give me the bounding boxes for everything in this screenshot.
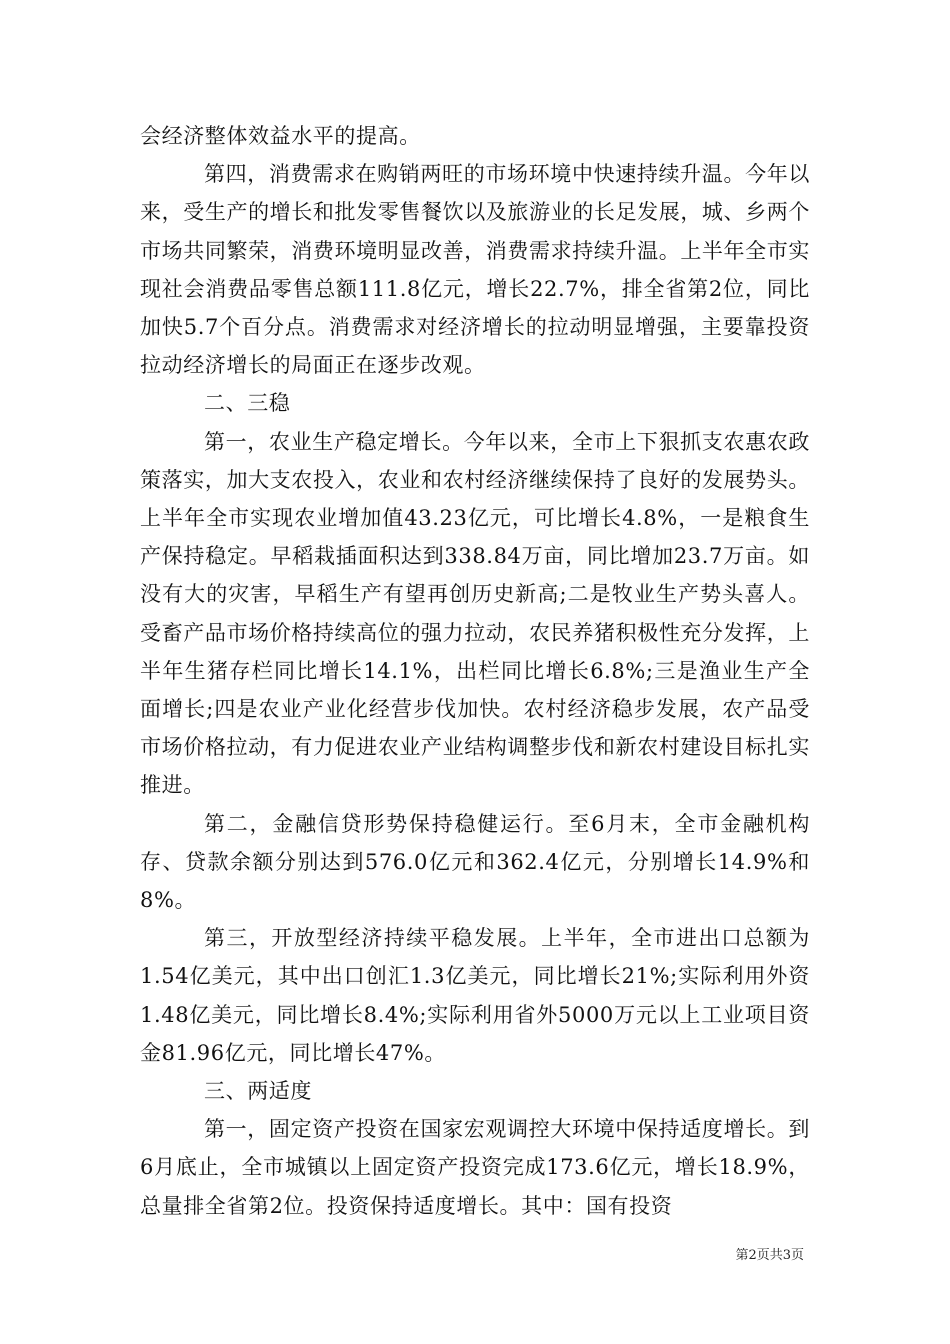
paragraph-fixed-investment: 第一，固定资产投资在国家宏观调控大环境中保持适度增长。到6月底止，全市城镇以上固定资产投资完成173.6亿元，增长18.9%，总量排全省第2位。投资保持适度增长。其中：国有投资 [140,1117,810,1218]
document-body [140,117,810,1225]
section-heading-two-moderate: 三、两适度 [204,1079,312,1104]
paragraph-consumption: 第四，消费需求在购销两旺的市场环境中快速持续升温。今年以来，受生产的增长和批发零售餐饮以及旅游业的长足发展，城、乡两个市场共同繁荣，消费环境明显改善，消费需求持续升温。上半年全市实现社会消费品零售总额111.8亿元，增长22.7%，排全省第2位，同比加快5.7个百分点。消费需求对经济增长的拉动明显增强，主要靠投资拉动经济增长的局面正在逐步改观。 [140,162,810,378]
paragraph-finance: 第二，金融信贷形势保持稳健运行。至6月末，全市金融机构存、贷款余额分别达到576.0亿元和362.4亿元，分别增长14.9%和8%。 [140,811,810,913]
paragraph-agriculture: 第一，农业生产稳定增长。今年以来，全市上下狠抓支农惠农政策落实，加大支农投入，农业和农村经济继续保持了良好的发展势头。上半年全市实现农业增加值43.23亿元，可比增长4.8%，一是粮食生产保持稳定。早稻栽插面积达到338.84万亩，同比增加23.7万亩。如没有大的灾害，早稻生产有望再创历史新高;二是牧业生产势头喜人。受畜产品市场价格持续高位的强力拉动，农民养猪积极性充分发挥，上半年生猪存栏同比增长14.1%，出栏同比增长6.8%;三是渔业生产全面增长;四是农业产业化经营步伐加快。农村经济稳步发展，农产品受市场价格拉动，有力促进农业产业结构调整步伐和新农村建设目标扎实推进。 [140,429,810,798]
paragraph-continuation: 会经济整体效益水平的提高。 [140,124,421,148]
paragraph-open-economy: 第三，开放型经济持续平稳发展。上半年，全市进出口总额为1.54亿美元，其中出口创汇1.3亿美元，同比增长21%;实际利用外资1.48亿美元，同比增长8.4%;实际利用省外5000万元以上工业项目资金81.96亿元，同比增长47%。 [140,926,810,1065]
section-heading-three-stable: 二、三稳 [204,391,291,416]
page-number-footer: 第2页共3页 [735,1248,804,1263]
